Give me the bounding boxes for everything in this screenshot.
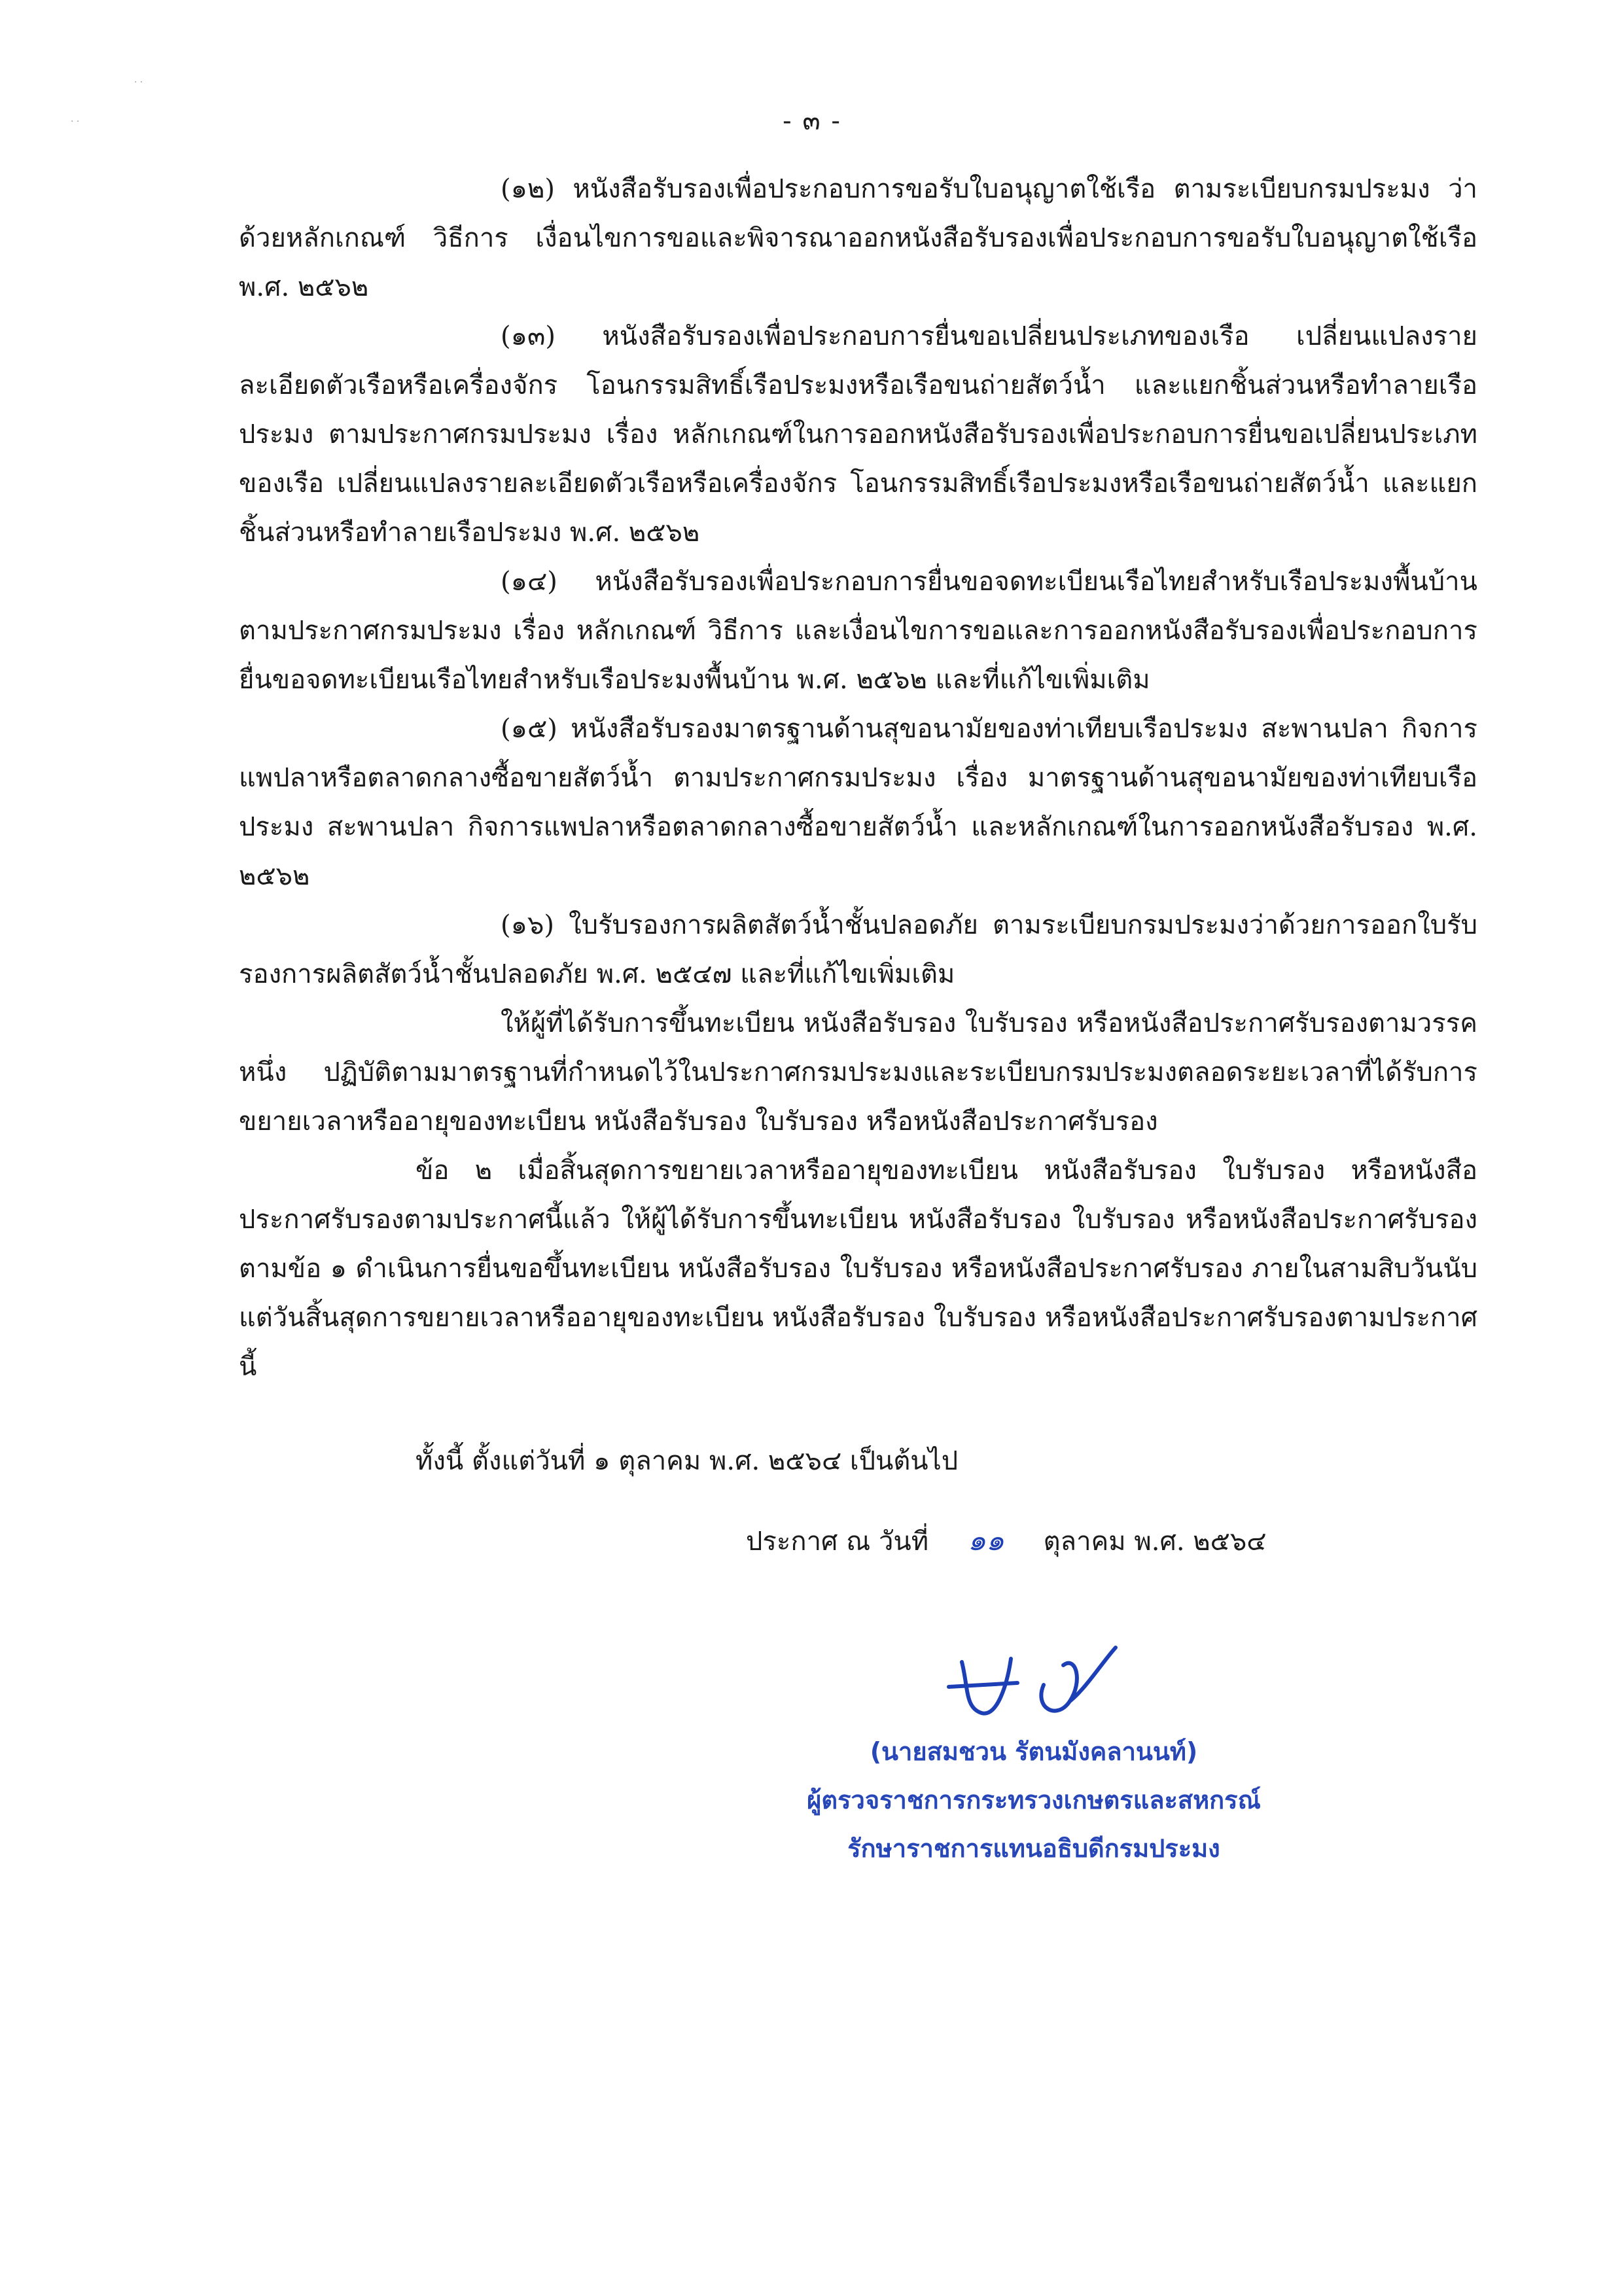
- effective-clause: ทั้งนี้ ตั้งแต่วันที่ ๑ ตุลาคม พ.ศ. ๒๕๖๔ เป็นต้นไป: [415, 1446, 959, 1476]
- scan-speck: · ·: [134, 77, 143, 88]
- page-number: - ๓ -: [783, 106, 841, 136]
- scan-speck: · ·: [71, 116, 80, 127]
- signature-icon: [936, 1636, 1145, 1734]
- announcement-date: [746, 1516, 1267, 1566]
- announcement-prefix: ประกาศ ณ วันที่: [746, 1527, 929, 1557]
- handwritten-signature: [936, 1636, 1145, 1734]
- body-text: [239, 165, 1477, 1392]
- paragraph-item-14: (๑๔) หนังสือรับรองเพื่อประกอบการยื่นขอจดทะเบียนเรือไทยสำหรับเรือประมงพื้นบ้าน ตามประกาศกรมประมง เรื่อง หลักเกณฑ์ วิธีการ และเงื่อนไขการขอและการออกหนังสือรับรองเพื่อประกอบการยื่นขอจดทะเบียนเรือไทยสำหรับเรือประมงพื้นบ้าน พ.ศ. ๒๕๖๒ และที่แก้ไขเพิ่มเติม: [239, 567, 1477, 695]
- paragraph-compliance: ให้ผู้ที่ได้รับการขึ้นทะเบียน หนังสือรับรอง ใบรับรอง หรือหนังสือประกาศรับรองตามวรรคหนึ่ง ปฏิบัติตามมาตรฐานที่กำหนดไว้ในประกาศกรมประมงและระเบียบกรมประมงตลอดระยะเวลาที่ได้รับการขยายเวลาหรืออายุของทะเบียน หนังสือรับรอง ใบรับรอง หรือหนังสือประกาศรับรอง: [239, 1008, 1477, 1137]
- announcement-month-year: ตุลาคม พ.ศ. ๒๕๖๔: [1043, 1527, 1267, 1557]
- announcement-day: ๑๑: [967, 1524, 1004, 1557]
- paragraph-item-15: (๑๕) หนังสือรับรองมาตรฐานด้านสุขอนามัยของท่าเทียบเรือประมง สะพานปลา กิจการแพปลาหรือตลาดกลางซื้อขายสัตว์น้ำ ตามประกาศกรมประมง เรื่อง มาตรฐานด้านสุขอนามัยของท่าเทียบเรือประมง สะพานปลา กิจการแพปลาหรือตลาดกลางซื้อขายสัตว์น้ำ และหลักเกณฑ์ในการออกหนังสือรับรอง พ.ศ. ๒๕๖๒: [239, 714, 1477, 891]
- signer-block: [720, 1727, 1348, 1873]
- signer-name: (นายสมชวน รัตนมังคลานนท์): [870, 1737, 1198, 1766]
- paragraph-item-13: (๑๓) หนังสือรับรองเพื่อประกอบการยื่นขอเปลี่ยนประเภทของเรือ เปลี่ยนแปลงรายละเอียดตัวเรือหรือเครื่องจักร โอนกรรมสิทธิ์เรือประมงหรือเรือขนถ่ายสัตว์น้ำ และแยกชิ้นส่วนหรือทำลายเรือประมง ตามประกาศกรมประมง เรื่อง หลักเกณฑ์ในการออกหนังสือรับรองเพื่อประกอบการยื่นขอเปลี่ยนประเภทของเรือ เปลี่ยนแปลงรายละเอียดตัวเรือหรือเครื่องจักร โอนกรรมสิทธิ์เรือประมงหรือเรือขนถ่ายสัตว์น้ำ และแยกชิ้นส่วนหรือทำลายเรือประมง พ.ศ. ๒๕๖๒: [239, 321, 1477, 548]
- paragraph-item-16: (๑๖) ใบรับรองการผลิตสัตว์น้ำชั้นปลอดภัย ตามระเบียบกรมประมงว่าด้วยการออกใบรับรองการผลิตสัตว์น้ำชั้นปลอดภัย พ.ศ. ๒๕๔๗ และที่แก้ไขเพิ่มเติม: [239, 910, 1477, 989]
- paragraph-item-12: (๑๒) หนังสือรับรองเพื่อประกอบการขอรับใบอนุญาตใช้เรือ ตามระเบียบกรมประมง ว่าด้วยหลักเกณฑ์ วิธีการ เงื่อนไขการขอและพิจารณาออกหนังสือรับรองเพื่อประกอบการขอรับใบอนุญาตใช้เรือ พ.ศ. ๒๕๖๒: [239, 174, 1477, 302]
- signer-position: ผู้ตรวจราชการกระทรวงเกษตรและสหกรณ์: [807, 1786, 1261, 1814]
- signer-acting-role: รักษาราชการแทนอธิบดีกรมประมง: [847, 1834, 1220, 1863]
- paragraph-clause-2: ข้อ ๒ เมื่อสิ้นสุดการขยายเวลาหรืออายุของทะเบียน หนังสือรับรอง ใบรับรอง หรือหนังสือประกาศรับรองตามประกาศนี้แล้ว ให้ผู้ได้รับการขึ้นทะเบียน หนังสือรับรอง ใบรับรอง หรือหนังสือประกาศรับรองตามข้อ ๑ ดำเนินการยื่นขอขึ้นทะเบียน หนังสือรับรอง ใบรับรอง หรือหนังสือประกาศรับรอง ภายในสามสิบวันนับแต่วันสิ้นสุดการขยายเวลาหรืออายุของทะเบียน หนังสือรับรอง ใบรับรอง หรือหนังสือประกาศรับรองตามประกาศนี้: [239, 1156, 1477, 1382]
